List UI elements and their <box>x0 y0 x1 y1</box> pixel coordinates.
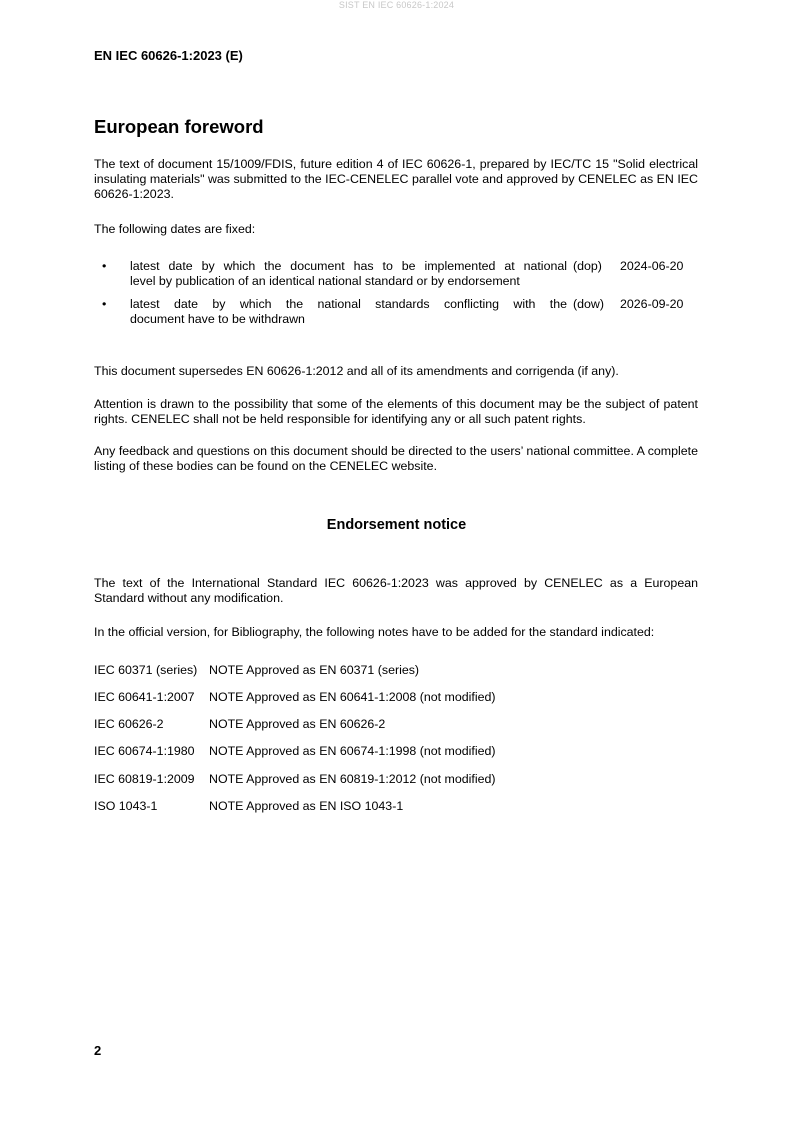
standard-note: NOTE Approved as EN 60819-1:2012 (not modified) <box>209 772 496 786</box>
supersedes-paragraph: This document supersedes EN 60626-1:2012 and all of its amendments and corrigenda (if any). <box>94 364 619 378</box>
standard-reference: IEC 60371 (series) <box>94 663 198 677</box>
bibliography-intro-paragraph: In the official version, for Bibliography, the following notes have to be added for the standard indicated: <box>94 625 655 639</box>
section-title: Endorsement notice <box>326 517 467 533</box>
standard-reference: ISO 1043-1 <box>94 799 158 813</box>
date-description-line: latest date by which the document has to be implemented at national <box>130 259 567 273</box>
date-value: 2026-09-20 <box>620 297 684 311</box>
standard-note: NOTE Approved as EN 60674-1:1998 (not modified) <box>209 744 496 758</box>
date-description <box>130 259 567 289</box>
standard-reference: IEC 60674-1:1980 <box>94 744 195 758</box>
endorsement-paragraph: The text of the International Standard IEC 60626-1:2023 was approved by CENELEC as a European Standard without any modification. <box>94 576 698 605</box>
document-id: EN IEC 60626-1:2023 (E) <box>94 48 243 63</box>
date-description-line: level by publication of an identical national standard or by endorsement <box>130 274 520 288</box>
date-description-line: latest date by which the national standards conflicting with the <box>130 297 567 311</box>
standard-note: NOTE Approved as EN 60641-1:2008 (not modified) <box>209 690 496 704</box>
watermark: SIST EN IEC 60626-1:2024 <box>338 0 455 10</box>
date-description <box>130 297 567 327</box>
date-abbreviation: (dow) <box>573 297 604 311</box>
date-item-dop <box>94 259 698 293</box>
bullet-marker: • <box>102 297 107 311</box>
page-number: 2 <box>94 1043 102 1058</box>
date-item-dow <box>94 297 698 331</box>
page-title: European foreword <box>94 116 264 137</box>
standard-note: NOTE Approved as EN ISO 1043-1 <box>209 799 404 813</box>
feedback-paragraph: Any feedback and questions on this document should be directed to the users’ national committee. A complete listing of these bodies can be found on the CENELEC website. <box>94 444 698 473</box>
standard-reference: IEC 60819-1:2009 <box>94 772 195 786</box>
standard-reference: IEC 60641-1:2007 <box>94 690 195 704</box>
standard-note: NOTE Approved as EN 60626-2 <box>209 717 386 731</box>
standard-note: NOTE Approved as EN 60371 (series) <box>209 663 420 677</box>
date-value: 2024-06-20 <box>620 259 684 273</box>
date-description-line: document have to be withdrawn <box>130 312 305 326</box>
bullet-marker: • <box>102 259 107 273</box>
foreword-intro-paragraph: The text of document 15/1009/FDIS, future edition 4 of IEC 60626-1, prepared by IEC/TC 15 "Solid electrical insulating materials" was submitted to the IEC-CENELEC parallel vote and approved by CENELEC as EN IEC 60626-1:2023. <box>94 157 698 201</box>
standard-reference: IEC 60626-2 <box>94 717 164 731</box>
date-abbreviation: (dop) <box>573 259 602 273</box>
patent-attention-paragraph: Attention is drawn to the possibility that some of the elements of this document may be the subject of patent rights. CENELEC shall not be held responsible for identifying any or all such patent rights. <box>94 397 698 426</box>
dates-intro-paragraph: The following dates are fixed: <box>94 222 256 236</box>
